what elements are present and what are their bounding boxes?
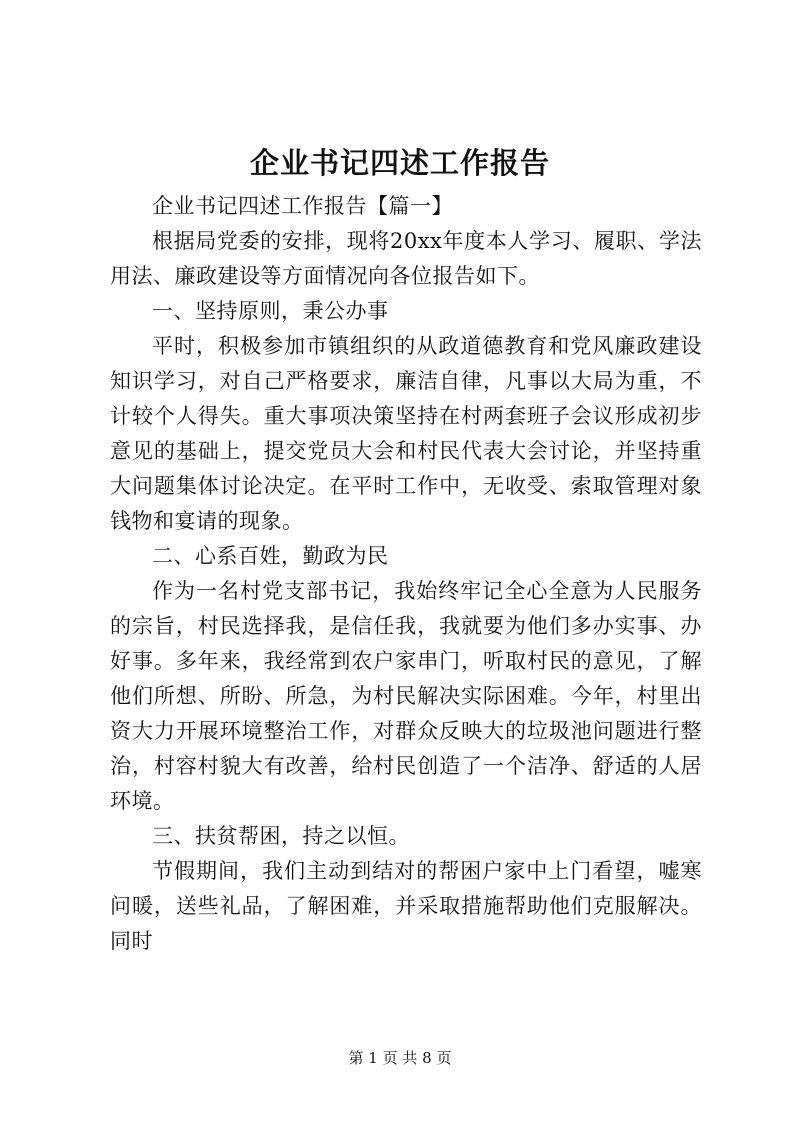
section-heading-2: 二、心系百姓，勤政为民 — [152, 544, 389, 568]
document-title: 企业书记四述工作报告 — [249, 146, 550, 180]
section-heading-1: 一、坚持原则，秉公办事 — [152, 299, 389, 323]
page-footer: 第 1 页 共 8 页 — [348, 1049, 452, 1067]
section-3-paragraph: 节假期间，我们主动到结对的帮困户家中上门看望，嘘寒问暖，送些礼品，了解困难，并采取措施帮助他们克服解决。同时 — [110, 859, 702, 953]
section-2-paragraph: 作为一名村党支部书记，我始终牢记全心全意为人民服务的宗旨，村民选择我，是信任我，我就要为他们多办实事、办好事。多年来，我经常到农户家串门，听取村民的意见，了解他们所想、所盼、所急，为村民解决实际困难。今年，村里出资大力开展环境整治工作，对群众反映大的垃圾池问题进行整治，村容村貌大有改善，给村民创造了一个洁净、舒适的人居环境。 — [110, 579, 702, 813]
document-body — [110, 189, 702, 959]
section-subtitle: 企业书记四述工作报告【篇一】 — [152, 194, 453, 218]
section-heading-3: 三、扶贫帮困，持之以恒。 — [152, 824, 410, 848]
section-1-paragraph: 平时，积极参加市镇组织的从政道德教育和党风廉政建设知识学习，对自己严格要求，廉洁自律，凡事以大局为重，不计较个人得失。重大事项决策坚持在村两套班子会议形成初步意见的基础上，提交党员大会和村民代表大会讨论，并坚持重大问题集体讨论决定。在平时工作中，无收受、索取管理对象钱物和宴请的现象。 — [110, 334, 702, 533]
intro-paragraph: 根据局党委的安排，现将20xx年度本人学习、履职、学法用法、廉政建设等方面情况向各位报告如下。 — [110, 229, 702, 288]
